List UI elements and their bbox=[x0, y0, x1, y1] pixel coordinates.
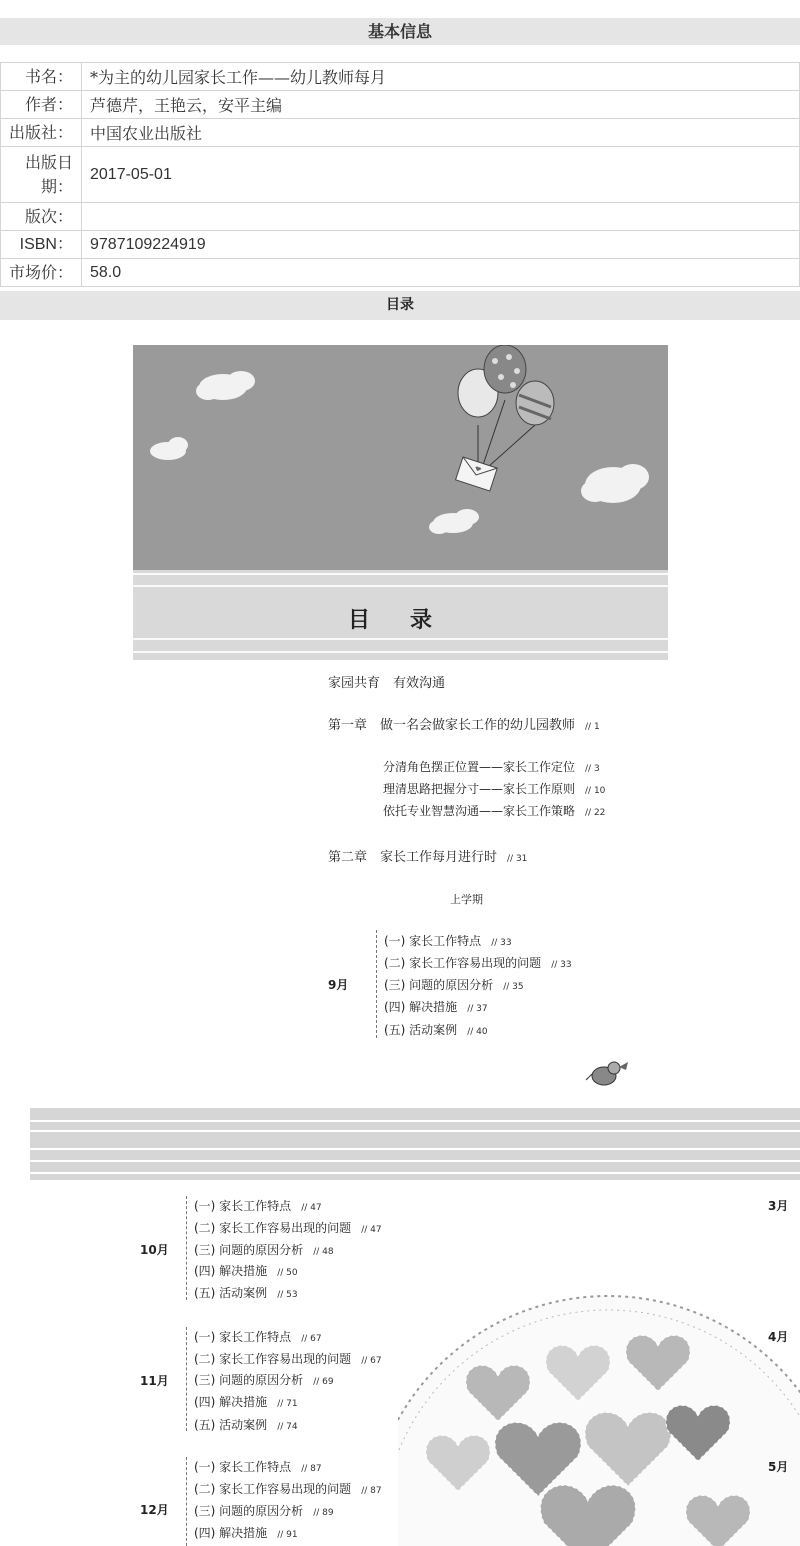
toc-month-10: 10月 bbox=[140, 1243, 169, 1257]
toc-month-12: 12月 bbox=[140, 1503, 169, 1517]
bird-icon bbox=[584, 1052, 634, 1092]
info-value: 2017-05-01 bbox=[82, 147, 800, 203]
toc-month-5: 5月 bbox=[768, 1460, 789, 1474]
balloon-icon bbox=[484, 345, 526, 393]
info-value: 芦德芹，王艳云，安平主编 bbox=[82, 91, 800, 119]
toc-item: (五) 活动案例 // 40 bbox=[384, 1023, 488, 1037]
info-row-publisher bbox=[1, 119, 800, 147]
toc-month-4: 4月 bbox=[768, 1330, 789, 1344]
toc-month-9: 9月 bbox=[328, 978, 349, 992]
month-bracket bbox=[186, 1327, 187, 1431]
toc-item: (四) 解决措施 // 91 bbox=[194, 1526, 298, 1540]
toc-item: (三) 问题的原因分析 // 35 bbox=[384, 978, 524, 992]
toc-item: (五) 活动案例 // 53 bbox=[194, 1286, 298, 1300]
month-bracket bbox=[186, 1196, 187, 1300]
section-header-basic-info: 基本信息 bbox=[0, 18, 800, 45]
section-header-toc: 目录 bbox=[0, 291, 800, 320]
toc-item: (二) 家长工作容易出现的问题 // 87 bbox=[194, 1482, 382, 1496]
toc-item: (四) 解决措施 // 37 bbox=[384, 1000, 488, 1014]
info-key: 作者： bbox=[1, 91, 82, 119]
toc-item: (三) 问题的原因分析 // 89 bbox=[194, 1504, 334, 1518]
toc-item: (三) 问题的原因分析 // 69 bbox=[194, 1373, 334, 1387]
toc-item: (四) 解决措施 // 50 bbox=[194, 1264, 298, 1278]
toc-month-11: 11月 bbox=[140, 1374, 169, 1388]
toc-item: (一) 家长工作特点 // 87 bbox=[194, 1460, 322, 1474]
toc-item: 理清思路把握分寸——家长工作原则 // 10 bbox=[383, 782, 606, 796]
toc-item: (一) 家长工作特点 // 47 bbox=[194, 1199, 322, 1213]
info-value: 58.0 bbox=[82, 259, 800, 287]
toc-item: (五) 活动案例 // 74 bbox=[194, 1418, 298, 1432]
toc-month-3: 3月 bbox=[768, 1199, 789, 1213]
toc-scan-image bbox=[0, 320, 800, 1546]
info-key: 出版社： bbox=[1, 119, 82, 147]
info-row-pubdate bbox=[1, 147, 800, 203]
envelope-icon bbox=[456, 457, 498, 491]
info-row-isbn bbox=[1, 231, 800, 259]
info-value bbox=[82, 203, 800, 231]
month-bracket bbox=[186, 1457, 187, 1546]
info-value: *为主的幼儿园家长工作——幼儿教师每月 bbox=[82, 63, 800, 91]
toc-banner-illustration bbox=[133, 345, 668, 660]
toc-item: 依托专业智慧沟通——家长工作策略 // 22 bbox=[383, 804, 606, 818]
info-row-author bbox=[1, 91, 800, 119]
toc-item: (三) 问题的原因分析 // 48 bbox=[194, 1243, 334, 1257]
info-key: 书名： bbox=[1, 63, 82, 91]
info-key: ISBN： bbox=[1, 231, 82, 259]
info-row-price bbox=[1, 259, 800, 287]
hearts-circle-illustration bbox=[398, 1286, 800, 1546]
info-value: 中国农业出版社 bbox=[82, 119, 800, 147]
info-value: 9787109224919 bbox=[82, 231, 800, 259]
info-row-title bbox=[1, 63, 800, 91]
toc-chapter-2: 第二章 家长工作每月进行时 // 31 bbox=[328, 850, 528, 865]
month-bracket bbox=[376, 930, 377, 1038]
toc-item: 分清角色摆正位置——家长工作定位 // 3 bbox=[383, 760, 600, 774]
book-info-table bbox=[0, 62, 800, 287]
toc-item: (一) 家长工作特点 // 33 bbox=[384, 934, 512, 948]
toc-item: (四) 解决措施 // 71 bbox=[194, 1395, 298, 1409]
toc-preface: 家园共育 有效沟通 bbox=[328, 676, 446, 691]
banner-title: 目录 bbox=[348, 608, 473, 633]
toc-chapter-1: 第一章 做一名会做家长工作的幼儿园教师 // 1 bbox=[328, 718, 600, 733]
toc-term: 上学期 bbox=[450, 893, 483, 906]
decorative-strip bbox=[30, 1108, 800, 1180]
info-key: 市场价： bbox=[1, 259, 82, 287]
info-row-edition bbox=[1, 203, 800, 231]
toc-item: (二) 家长工作容易出现的问题 // 33 bbox=[384, 956, 572, 970]
toc-item: (一) 家长工作特点 // 67 bbox=[194, 1330, 322, 1344]
info-key: 版次： bbox=[1, 203, 82, 231]
cloud-icon bbox=[150, 371, 649, 534]
toc-item: (二) 家长工作容易出现的问题 // 47 bbox=[194, 1221, 382, 1235]
toc-item: (二) 家长工作容易出现的问题 // 67 bbox=[194, 1352, 382, 1366]
info-key: 出版日期： bbox=[1, 147, 82, 203]
